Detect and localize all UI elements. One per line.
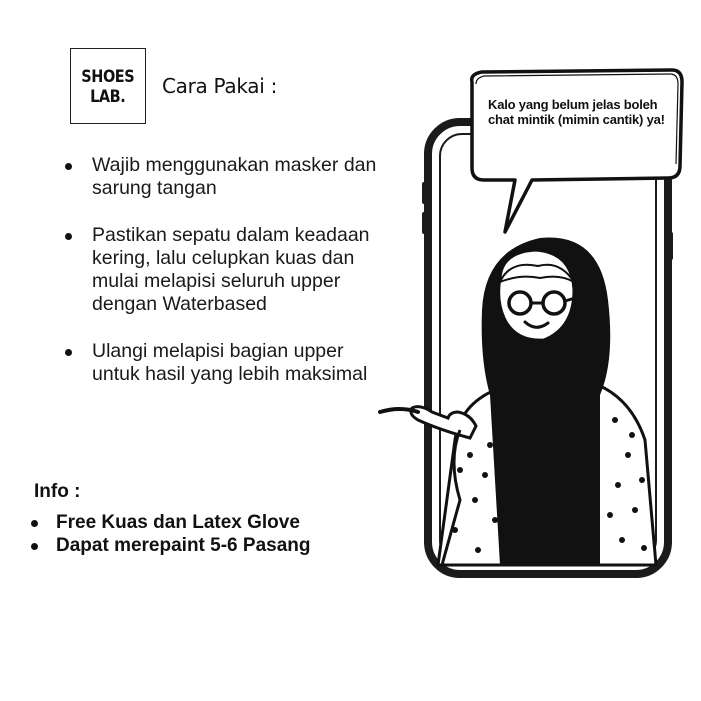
info-item: Free Kuas dan Latex Glove (28, 511, 310, 534)
usage-step: Ulangi melapisi bagian upper untuk hasil yang lebih maksimal (62, 340, 382, 386)
info-item: Dapat merepaint 5-6 Pasang (28, 534, 310, 557)
logo-line-1: SHOES (81, 65, 135, 87)
shoes-lab-logo (70, 48, 146, 124)
phone-illustration (360, 60, 690, 580)
info-list (28, 511, 310, 557)
usage-steps-list (62, 154, 382, 410)
usage-step: Wajib menggunakan masker dan sarung tangan (62, 154, 382, 200)
logo-wordmark (78, 60, 138, 112)
speech-bubble-text: Kalo yang belum jelas boleh chat mintik (mimin cantik) ya! (488, 97, 665, 127)
page-title: Cara Pakai : (162, 74, 278, 98)
info-heading: Info : (34, 481, 81, 502)
usage-step: Pastikan sepatu dalam keadaan kering, lalu celupkan kuas dan mulai melapisi seluruh upper dengan Waterbased (62, 224, 382, 316)
logo-line-2: LAB. (90, 85, 126, 107)
